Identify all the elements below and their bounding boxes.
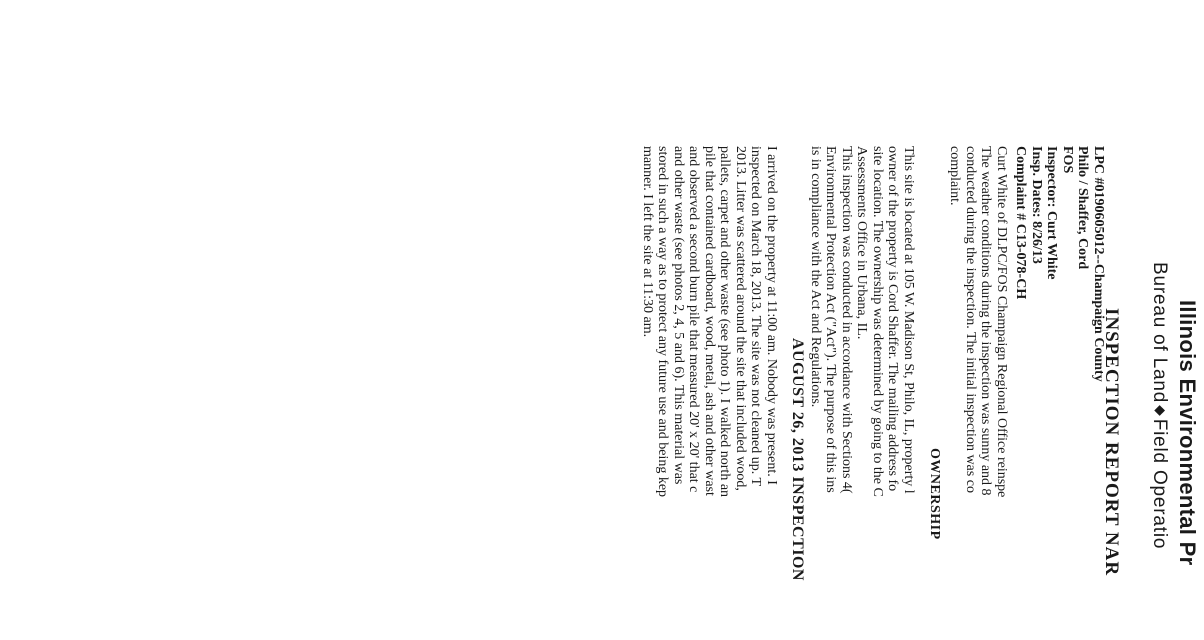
text-line: pile that contained cardboard, wood, metal, ash and other wast	[702, 146, 717, 496]
office: FOS	[1060, 146, 1075, 174]
bureau-line	[1148, 262, 1170, 549]
agency-name: Illinois Environmental Pr	[1175, 300, 1200, 566]
rotated-document	[464, 0, 1204, 640]
inspection-paragraph	[640, 146, 780, 497]
site-name: Philo / Shaffer, Cord	[1075, 146, 1091, 270]
text-line: site location. The ownership was determined by going to the C	[870, 146, 885, 497]
intro-paragraph	[947, 146, 1009, 497]
text-line: Curt White of DLPC/FOS Champaign Regional Office reinspe	[994, 146, 1009, 498]
inspector: Inspector: Curt White	[1044, 146, 1060, 280]
complaint-number: Complaint # C13-078-CH	[1013, 146, 1029, 300]
report-title: INSPECTION REPORT NAR	[1101, 308, 1122, 577]
text-line: and observed a second burn pile that measured 20' x 20' that c	[686, 146, 702, 493]
text-line: This site is located at 105 W. Madison St, Philo, IL, property l	[901, 146, 916, 494]
bureau-name: Bureau of Land	[1149, 262, 1170, 404]
text-line: Environmental Protection Act ("Act"). The purpose of this ins	[823, 146, 839, 493]
text-line: and other waste (see photos 2, 4, 5 and 6). This material was	[671, 146, 686, 485]
text-line: The weather conditions during the inspection was sunny and 8	[978, 146, 994, 496]
text-line: This inspection was conducted in accordance with Sections 4(	[839, 146, 854, 494]
text-line: conducted during the inspection. The initial inspection was co	[963, 146, 978, 493]
text-line: complaint.	[947, 146, 963, 206]
text-line: I arrived on the property at 11:00 am. Nobody was present. I	[764, 146, 779, 485]
ownership-paragraph	[854, 146, 916, 497]
site-id: LPC #0190605012--Champaign County	[1091, 146, 1106, 382]
text-line: pallets, carpet and other waste (see photo 1). I walked north an	[717, 146, 733, 498]
purpose-paragraph	[808, 146, 855, 494]
division-name: Field Operatio	[1149, 418, 1170, 550]
text-line: is in compliance with the Act and Regulations.	[808, 146, 823, 408]
site-info-block	[1013, 146, 1106, 446]
ownership-heading: OWNERSHIP	[927, 448, 942, 540]
inspection-heading: AUGUST 26, 2013 INSPECTION	[789, 338, 806, 581]
text-line: owner of the property is Cord Shaffer. The mailing address fo	[885, 146, 901, 492]
text-line: Assessments Office in Urbana, IL.	[854, 146, 870, 340]
text-line: 2013. Litter was scattered around the site that included wood,	[733, 146, 748, 491]
inspection-dates: Insp. Dates: 8/26/13	[1029, 146, 1044, 264]
text-line: manner. I left the site at 11:30 am.	[640, 146, 655, 338]
diamond-icon: ◆	[1153, 405, 1169, 417]
text-line: stored in such a way as to protect any future use and being kep	[655, 146, 671, 498]
text-line: inspected on March 18, 2013. The site was not cleaned up. T	[748, 146, 764, 487]
